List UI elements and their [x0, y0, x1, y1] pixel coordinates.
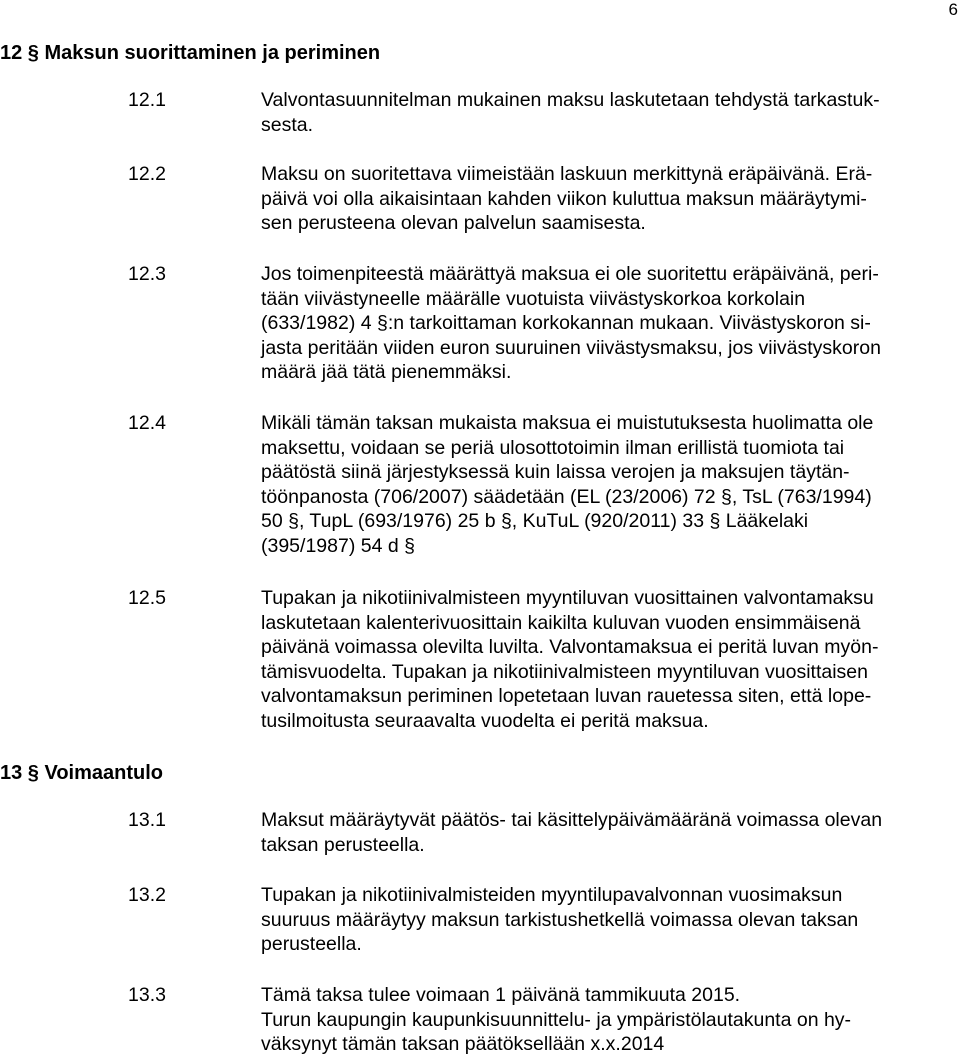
paragraph-text	[261, 162, 959, 236]
text-line: taksan perusteella.	[261, 833, 425, 856]
paragraph-text	[261, 586, 959, 734]
section-heading-12: 12 § Maksun suorittaminen ja periminen	[0, 42, 381, 64]
paragraph-text	[261, 262, 959, 385]
text-line: perusteella.	[261, 933, 362, 956]
text-line: Tupakan ja nikotiinivalmisteiden myyntilupavalvonnan vuosimaksun	[261, 884, 843, 906]
paragraph-13-3	[0, 983, 960, 1057]
text-line: jasta peritään viiden euron suuruinen viivästysmaksu, jos viivästyskoron	[261, 336, 881, 359]
paragraph-number: 12.5	[128, 587, 166, 609]
paragraph-13-1	[0, 808, 960, 857]
paragraph-text	[261, 808, 959, 857]
text-line: päätöstä siinä järjestyksessä kuin laissa verojen ja maksujen täytän-	[261, 461, 850, 484]
paragraph-text	[261, 88, 959, 137]
paragraph-12-2	[0, 162, 960, 236]
paragraph-12-5	[0, 586, 960, 734]
text-line: väksynyt tämän taksan päätöksellään x.x.2014	[261, 1033, 665, 1056]
section-heading-13: 13 § Voimaantulo	[0, 762, 164, 784]
text-line: Tämä taksa tulee voimaan 1 päivänä tammikuuta 2015.	[261, 984, 741, 1006]
paragraph-text	[261, 983, 959, 1057]
paragraph-number: 13.1	[128, 809, 166, 831]
paragraph-12-4	[0, 411, 960, 559]
text-line: päivänä voimassa olevilta luvilta. Valvontamaksua ei peritä luvan myön-	[261, 636, 879, 659]
text-line: 50 §, TupL (693/1976) 25 b §, KuTuL (920/2011) 33 § Lääkelaki	[261, 510, 809, 533]
text-line: maksettu, voidaan se periä ulosottotoimin ilman erillistä tuomiota tai	[261, 436, 845, 459]
text-line: määrä jää tätä pienemmäksi.	[261, 361, 512, 384]
text-line: tään viivästyneelle määrälle vuotuista viivästyskorkoa korkolain	[261, 287, 806, 310]
paragraph-text	[261, 411, 959, 559]
paragraph-text	[261, 883, 959, 957]
text-line: Mikäli tämän taksan mukaista maksua ei muistutuksesta huolimatta ole	[261, 412, 874, 434]
text-line: töönpanosta (706/2007) säädetään (EL (23/2006) 72 §, TsL (763/1994)	[261, 485, 872, 508]
paragraph-number: 12.3	[128, 263, 166, 285]
paragraph-number: 12.2	[128, 163, 166, 185]
paragraph-number: 13.3	[128, 984, 166, 1006]
text-line: laskutetaan kalenterivuosittain kaikilta kuluvan vuoden ensimmäisenä	[261, 611, 861, 634]
text-line: sen perusteena olevan palvelun saamisesta.	[261, 212, 646, 235]
text-line: tusilmoitusta seuraavalta vuodelta ei peritä maksua.	[261, 709, 709, 732]
text-line: päivä voi olla aikaisintaan kahden viikon kuluttua maksun määräytymi-	[261, 187, 867, 210]
text-line: valvontamaksun periminen lopetetaan luvan rauetessa siten, että lope-	[261, 685, 872, 708]
text-line: (395/1987) 54 d §	[261, 534, 415, 557]
text-line: Jos toimenpiteestä määrättyä maksua ei ole suoritettu eräpäivänä, peri-	[261, 263, 879, 285]
paragraph-12-1	[0, 88, 960, 137]
text-line: sesta.	[261, 113, 314, 136]
paragraph-12-3	[0, 262, 960, 385]
text-line: Maksu on suoritettava viimeistään laskuun merkittynä eräpäivänä. Erä-	[261, 163, 873, 185]
text-line: Turun kaupungin kaupunkisuunnittelu- ja ympäristölautakunta on hy-	[261, 1008, 852, 1031]
paragraph-number: 12.4	[128, 412, 166, 434]
text-line: suuruus määräytyy maksun tarkistushetkellä voimassa olevan taksan	[261, 908, 859, 931]
page-number: 6	[948, 0, 958, 19]
paragraph-number: 13.2	[128, 884, 166, 906]
text-line: Maksut määräytyvät päätös- tai käsittelypäivämääränä voimassa olevan	[261, 809, 883, 831]
text-line: (633/1982) 4 §:n tarkoittaman korkokannan mukaan. Viivästyskoron si-	[261, 312, 871, 335]
text-line: Valvontasuunnitelman mukainen maksu laskutetaan tehdystä tarkastuk-	[261, 89, 880, 111]
paragraph-number: 12.1	[128, 89, 166, 111]
paragraph-13-2	[0, 883, 960, 957]
text-line: Tupakan ja nikotiinivalmisteen myyntiluvan vuosittainen valvontamaksu	[261, 587, 874, 609]
text-line: tämisvuodelta. Tupakan ja nikotiinivalmisteen myyntiluvan vuosittaisen	[261, 660, 868, 683]
